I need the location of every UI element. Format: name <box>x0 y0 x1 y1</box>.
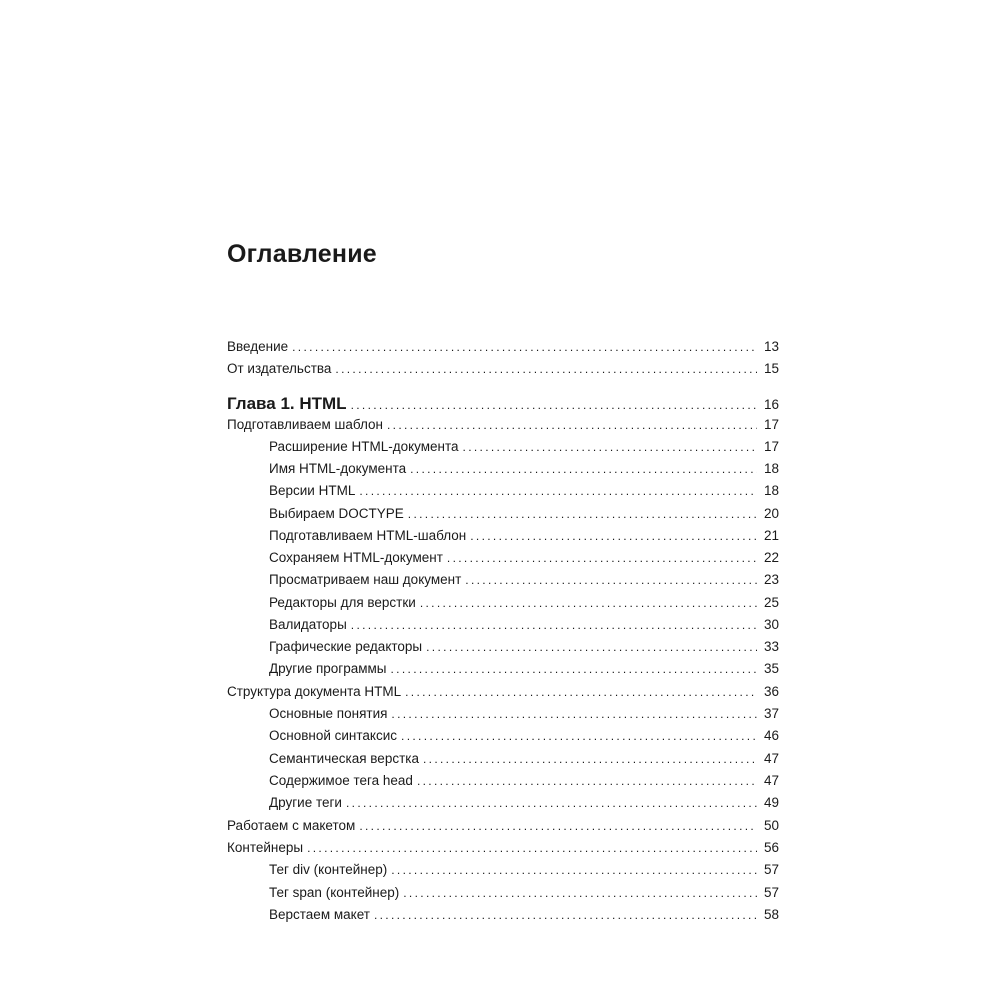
toc-entry-label: Другие программы <box>269 661 387 676</box>
toc-chapter-row <box>227 393 779 416</box>
toc-page-number: 17 <box>763 439 779 454</box>
toc-row <box>227 594 779 612</box>
toc-page-number: 30 <box>763 617 779 632</box>
toc-entry-label: Введение <box>227 339 289 354</box>
toc-row <box>227 571 779 589</box>
toc-page-number: 21 <box>763 528 779 543</box>
toc-row <box>227 416 779 434</box>
toc-page-number: 58 <box>763 907 779 922</box>
toc-entry-label: Работаем с макетом <box>227 818 356 833</box>
toc-entry-label: Графические редакторы <box>269 639 423 654</box>
dot-leader <box>391 861 757 879</box>
toc-page-number: 36 <box>763 684 779 699</box>
dot-leader <box>351 616 757 634</box>
dot-leader <box>387 416 757 434</box>
toc-page-number: 50 <box>763 818 779 833</box>
toc-row <box>227 460 779 478</box>
dot-leader <box>465 571 757 589</box>
toc-entry-label: Тег div (контейнер) <box>269 862 388 877</box>
toc-entry-label: Другие теги <box>269 795 342 810</box>
dot-leader <box>346 794 757 812</box>
toc-page-number: 49 <box>763 795 779 810</box>
toc-page-number: 18 <box>763 461 779 476</box>
dot-leader <box>405 683 757 701</box>
toc-entry-label: Тег span (контейнер) <box>269 885 400 900</box>
toc-entry-label: Глава 1. HTML <box>227 394 347 413</box>
toc-entry-label: Подготавливаем шаблон <box>227 417 383 432</box>
toc-entry-label: Валидаторы <box>269 617 347 632</box>
toc-entry-label: Семантическая верстка <box>269 751 419 766</box>
toc-page-number: 47 <box>763 751 779 766</box>
toc-row <box>227 482 779 500</box>
dot-leader <box>335 360 757 378</box>
toc-row <box>227 360 779 378</box>
toc-row <box>227 616 779 634</box>
dot-leader <box>408 505 757 523</box>
toc-page-number: 23 <box>763 572 779 587</box>
dot-leader <box>410 460 757 478</box>
dot-leader <box>420 594 757 612</box>
toc-page-number: 22 <box>763 550 779 565</box>
dot-leader <box>292 338 757 356</box>
dot-leader <box>374 906 757 924</box>
toc-row <box>227 750 779 768</box>
toc-row <box>227 817 779 835</box>
toc-entry-label: Имя HTML-документа <box>269 461 407 476</box>
toc-row <box>227 638 779 656</box>
toc-row <box>227 839 779 857</box>
toc-entry-label: Расширение HTML-документа <box>269 439 459 454</box>
toc-entry-label: Просматриваем наш документ <box>269 572 462 587</box>
toc-row <box>227 861 779 879</box>
page-title: Оглавление <box>227 240 377 268</box>
toc-page-number: 25 <box>763 595 779 610</box>
dot-leader <box>447 549 757 567</box>
toc-page-number: 37 <box>763 706 779 721</box>
toc-page-number: 20 <box>763 506 779 521</box>
toc-row <box>227 772 779 790</box>
toc-entry-label: Выбираем DOCTYPE <box>269 506 404 521</box>
toc-page-number: 57 <box>763 862 779 877</box>
dot-leader <box>359 817 757 835</box>
toc-entry-label: Сохраняем HTML-документ <box>269 550 443 565</box>
toc-row <box>227 727 779 745</box>
toc-page-number: 15 <box>763 361 779 376</box>
toc-row <box>227 505 779 523</box>
toc-row <box>227 438 779 456</box>
dot-leader <box>463 438 757 456</box>
toc-entry-label: Версии HTML <box>269 483 356 498</box>
toc-page-number: 47 <box>763 773 779 788</box>
toc-page-number: 17 <box>763 417 779 432</box>
toc-page-number: 16 <box>763 397 779 412</box>
dot-leader <box>391 705 757 723</box>
dot-leader <box>351 394 757 416</box>
toc-page-number: 35 <box>763 661 779 676</box>
dot-leader <box>470 527 757 545</box>
dot-leader <box>403 884 757 902</box>
toc-row <box>227 527 779 545</box>
toc-entry-label: Основной синтаксис <box>269 728 398 743</box>
toc-row <box>227 705 779 723</box>
toc-entry-label: От издательства <box>227 361 332 376</box>
dot-leader <box>426 638 757 656</box>
toc-row <box>227 906 779 924</box>
toc-page-number: 13 <box>763 339 779 354</box>
toc-page-number: 56 <box>763 840 779 855</box>
dot-leader <box>391 660 757 678</box>
toc-page-number: 18 <box>763 483 779 498</box>
toc-entry-label: Структура документа HTML <box>227 684 402 699</box>
toc-entry-label: Основные понятия <box>269 706 388 721</box>
toc-page-number: 33 <box>763 639 779 654</box>
toc-row <box>227 338 779 356</box>
toc-entry-label: Содержимое тега head <box>269 773 413 788</box>
toc-row <box>227 549 779 567</box>
toc-entry-label: Редакторы для верстки <box>269 595 416 610</box>
dot-leader <box>423 750 757 768</box>
toc-page-number: 57 <box>763 885 779 900</box>
toc-row <box>227 660 779 678</box>
dot-leader <box>401 727 757 745</box>
toc-row <box>227 683 779 701</box>
toc-row <box>227 794 779 812</box>
toc-entry-label: Верстаем макет <box>269 907 370 922</box>
dot-leader <box>307 839 757 857</box>
toc-row <box>227 884 779 902</box>
toc-page-number: 46 <box>763 728 779 743</box>
dot-leader <box>417 772 757 790</box>
dot-leader <box>359 482 757 500</box>
toc-entry-label: Контейнеры <box>227 840 304 855</box>
toc-entry-label: Подготавливаем HTML-шаблон <box>269 528 467 543</box>
